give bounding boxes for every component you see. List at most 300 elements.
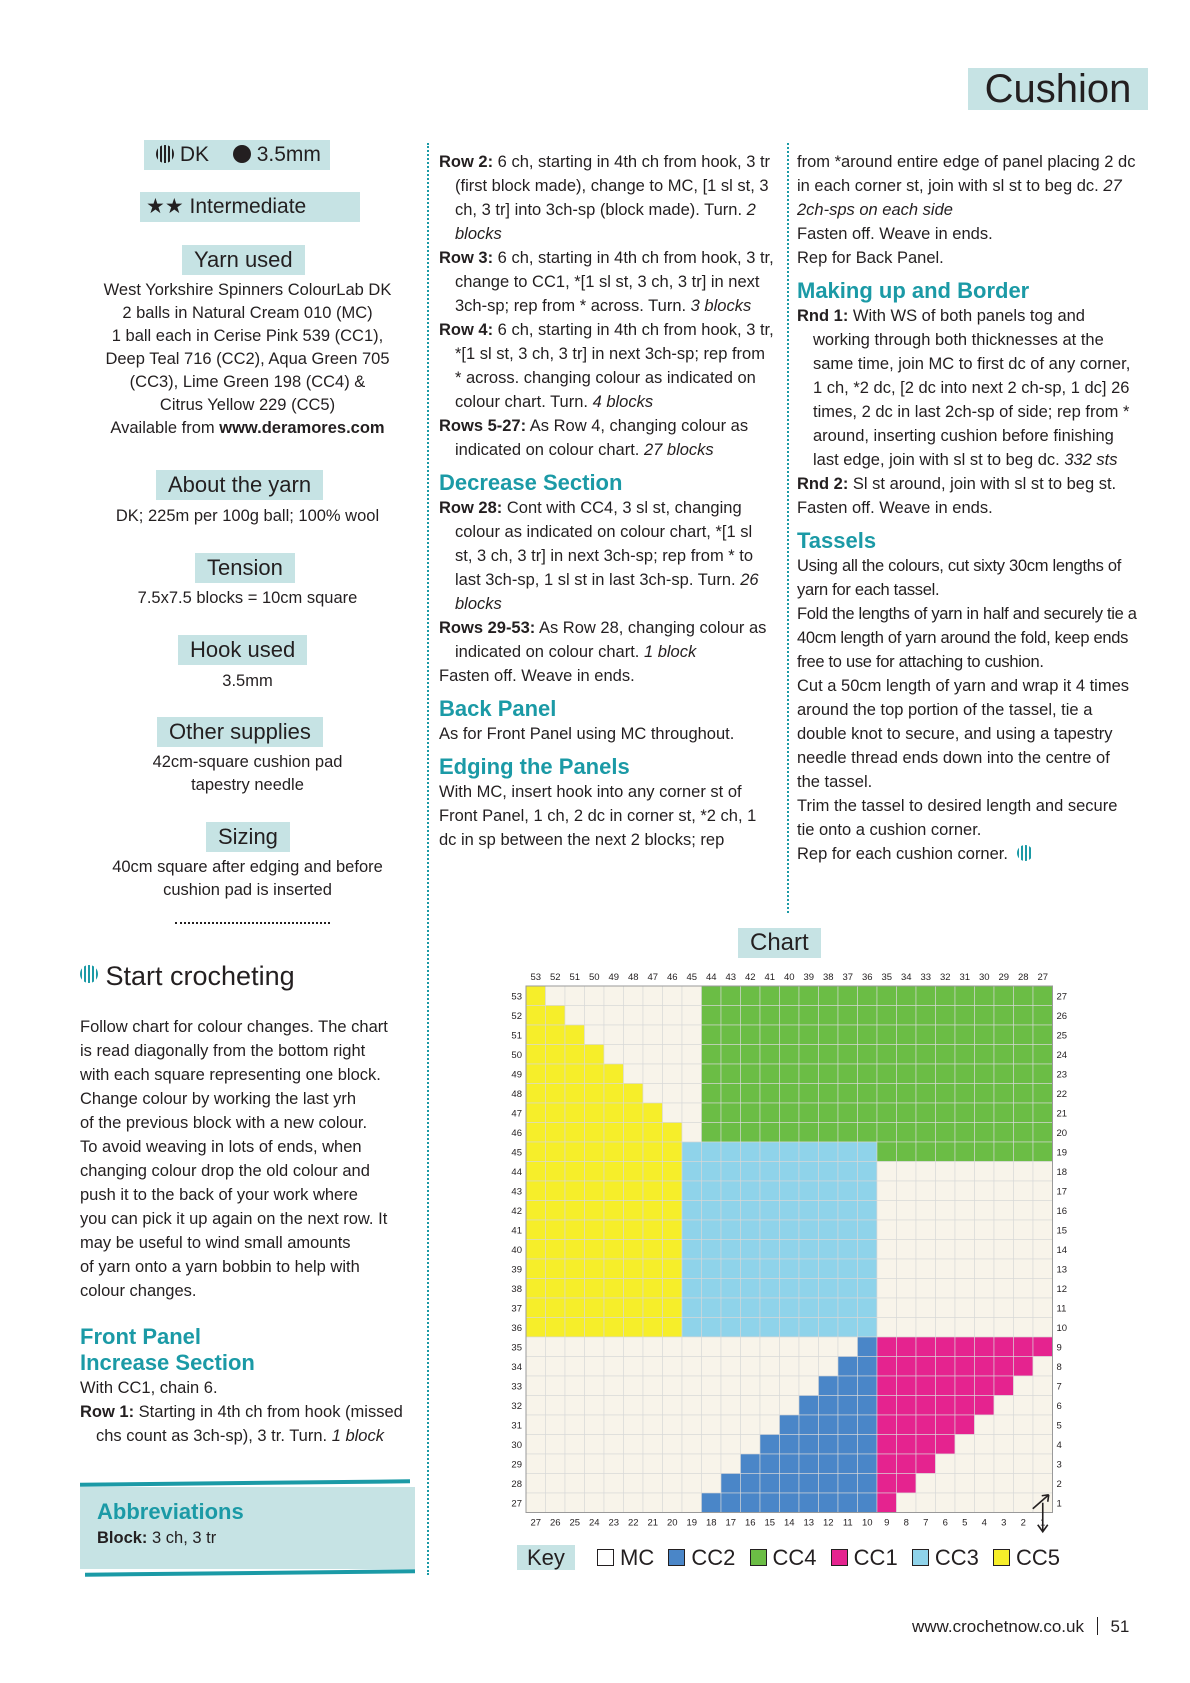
right-tick-label: 20: [1056, 1127, 1068, 1139]
chart-cell: [819, 1181, 839, 1201]
bottom-tick-label: 27: [530, 1517, 542, 1529]
chart-cell: [760, 1493, 780, 1513]
chart-cell: [955, 1181, 975, 1201]
chart-cell: [624, 1123, 644, 1143]
chart-cell: [955, 1435, 975, 1455]
chart-cell: [819, 1259, 839, 1279]
chart-cell: [565, 1357, 585, 1377]
chart-cell: [975, 1006, 995, 1026]
chart-cell: [780, 1474, 800, 1494]
chart-cell: [780, 1376, 800, 1396]
top-tick-label: 46: [666, 972, 678, 983]
chart-cell: [955, 1220, 975, 1240]
chart-cell: [1033, 1396, 1053, 1416]
sizing-line: cushion pad is inserted: [163, 881, 332, 899]
chart-cell: [604, 986, 624, 1006]
chart-cell: [643, 1240, 663, 1260]
chart-cell: [624, 1376, 644, 1396]
chart-cell: [526, 1337, 546, 1357]
chart-cell: [721, 1025, 741, 1045]
chart-cell: [916, 1045, 936, 1065]
chart-cell: [526, 1240, 546, 1260]
chart-cell: [624, 1474, 644, 1494]
chart-cell: [975, 1396, 995, 1416]
chart-cell: [955, 1376, 975, 1396]
chart-cell: [585, 1103, 605, 1123]
chart-cell: [858, 1259, 878, 1279]
chart-cell: [955, 1474, 975, 1494]
chart-cell: [838, 1337, 858, 1357]
chart-cell: [702, 1240, 722, 1260]
yarn-line: (CC3), Lime Green 198 (CC4) &: [129, 373, 366, 391]
chart-cell: [1033, 1162, 1053, 1182]
chart-cell: [565, 1103, 585, 1123]
left-tick-label: 31: [511, 1420, 522, 1432]
chart-cell: [799, 986, 819, 1006]
chart-cell: [936, 1474, 956, 1494]
chart-cell: [604, 1025, 624, 1045]
chart-cell: [663, 1318, 683, 1338]
top-tick-label: 47: [647, 972, 659, 983]
chart-cell: [955, 1162, 975, 1182]
chart-cell: [936, 1025, 956, 1045]
chart-cell: [799, 1474, 819, 1494]
chart-cell: [702, 1201, 722, 1221]
chart-cell: [741, 1376, 761, 1396]
chart-cell: [624, 1181, 644, 1201]
chart-cell: [546, 1103, 566, 1123]
chart-cell: [916, 1006, 936, 1026]
chart-cell: [897, 1142, 917, 1162]
chart-cell: [741, 1474, 761, 1494]
chart-cell: [546, 1045, 566, 1065]
chart-cell: [741, 1298, 761, 1318]
chart-cell: [955, 1298, 975, 1318]
chart-cell: [624, 1220, 644, 1240]
chart-cell: [546, 1279, 566, 1299]
chart-cell: [643, 1025, 663, 1045]
chart-cell: [585, 1240, 605, 1260]
chart-cell: [643, 1357, 663, 1377]
chart-cell: [721, 1240, 741, 1260]
intro-line: is read diagonally from the bottom right: [80, 1042, 366, 1060]
right-tick-label: 13: [1056, 1264, 1068, 1276]
chart-cell: [565, 1064, 585, 1084]
chart-cell: [1033, 1201, 1053, 1221]
chart-cell: [526, 1123, 546, 1143]
chart-cell: [916, 1240, 936, 1260]
chart-cell: [838, 1474, 858, 1494]
yarn-line: Citrus Yellow 229 (CC5): [159, 396, 336, 414]
chart-cell: [916, 1084, 936, 1104]
chart-cell: [604, 1435, 624, 1455]
chart-cell: [819, 1415, 839, 1435]
hook-size: 3.5mm: [256, 143, 321, 166]
chart-cell: [838, 1064, 858, 1084]
chart-cell: [546, 1240, 566, 1260]
chart-cell: [994, 1454, 1014, 1474]
intro-line: you can pick it up again on the next row. It: [80, 1210, 388, 1228]
chart-cell: [897, 1435, 917, 1455]
chart-cell: [858, 1240, 878, 1260]
chart-cell: [799, 1064, 819, 1084]
chart-cell: [819, 1162, 839, 1182]
chart-cell: [702, 1318, 722, 1338]
edging-continued: from *around entire edge of panel placing 2 dc in each corner st, join with sl st to beg dc. 27 2ch-sps on each side: [797, 153, 1136, 219]
chart-cell: [760, 1279, 780, 1299]
chart-cell: [936, 1240, 956, 1260]
chart-cell: [526, 986, 546, 1006]
chart-cell: [682, 1298, 702, 1318]
chart-cell: [682, 1201, 702, 1221]
chart-cell: [721, 1220, 741, 1240]
chart-cell: [877, 1298, 897, 1318]
chart-cell: [858, 1045, 878, 1065]
rows-5-27: Rows 5-27: As Row 4, changing colour as indicated on colour chart. 27 blocks: [439, 417, 749, 459]
chart-cell: [760, 1454, 780, 1474]
yarn-weight: DK: [179, 143, 210, 166]
chart-cell: [741, 1279, 761, 1299]
difficulty-level: Intermediate: [189, 195, 307, 218]
chart-cell: [994, 1084, 1014, 1104]
chart-cell: [546, 1357, 566, 1377]
chart-cell: [546, 1220, 566, 1240]
chart-cell: [741, 1337, 761, 1357]
chart-cell: [994, 1025, 1014, 1045]
chart-cell: [994, 1240, 1014, 1260]
left-tick-label: 32: [511, 1400, 522, 1412]
chart-cell: [994, 1220, 1014, 1240]
chart-cell: [955, 1259, 975, 1279]
chart-cell: [741, 1025, 761, 1045]
chart-cell: [663, 1025, 683, 1045]
chart-cell: [897, 1240, 917, 1260]
chart-cell: [663, 1006, 683, 1026]
chart-cell: [897, 1045, 917, 1065]
chart-cell: [663, 1064, 683, 1084]
chart-cell: [526, 1259, 546, 1279]
chart-cell: [526, 1064, 546, 1084]
chart-cell: [897, 1415, 917, 1435]
chart-cell: [936, 1357, 956, 1377]
start-intro: [80, 1015, 415, 1303]
chart-cell: [565, 986, 585, 1006]
bottom-tick-label: 23: [608, 1517, 620, 1529]
chart-cell: [994, 1181, 1014, 1201]
chart-cell: [565, 1162, 585, 1182]
chart-cell: [799, 1220, 819, 1240]
chart-cell: [975, 1259, 995, 1279]
chart-cell: [897, 1064, 917, 1084]
yarn-weight-badge: [144, 140, 330, 170]
edging-heading: Edging the Panels: [439, 754, 630, 779]
chart-cell: [916, 1220, 936, 1240]
chart-cell: [760, 1201, 780, 1221]
chart-cell: [916, 1337, 936, 1357]
chart-cell: [682, 1474, 702, 1494]
chart-cell: [994, 1006, 1014, 1026]
chart-cell: [721, 1337, 741, 1357]
chart-cell: [799, 1279, 819, 1299]
chart-cell: [585, 1181, 605, 1201]
chart-cell: [624, 1201, 644, 1221]
bottom-tick-label: 26: [549, 1517, 561, 1529]
chart-cell: [799, 1435, 819, 1455]
chart-cell: [780, 1162, 800, 1182]
chart-cell: [799, 1240, 819, 1260]
supplier-link[interactable]: www.deramores.com: [219, 419, 385, 437]
chart-cell: [1033, 1337, 1053, 1357]
key-item-cc3: CC3: [904, 1545, 979, 1570]
chart-cell: [897, 1298, 917, 1318]
chart-cell: [799, 1045, 819, 1065]
chart-cell: [819, 1123, 839, 1143]
yarn-line: 1 ball each in Cerise Pink 539 (CC1),: [111, 327, 384, 345]
chart-cell: [682, 1376, 702, 1396]
footer-url[interactable]: www.crochetnow.co.uk: [912, 1617, 1084, 1636]
chart-cell: [565, 1259, 585, 1279]
chart-cell: [682, 986, 702, 1006]
chart-cell: [565, 1493, 585, 1513]
chart-cell: [565, 1279, 585, 1299]
chart-cell: [877, 1220, 897, 1240]
chart-cell: [858, 986, 878, 1006]
abbreviations-heading: Abbreviations: [97, 1499, 244, 1524]
chart-cell: [663, 1435, 683, 1455]
top-tick-label: 53: [530, 972, 542, 983]
chart-cell: [643, 1396, 663, 1416]
chart-cell: [604, 1396, 624, 1416]
chart-cell: [546, 1318, 566, 1338]
chart-cell: [819, 1006, 839, 1026]
chart-cell: [546, 1162, 566, 1182]
chart-cell: [526, 1103, 546, 1123]
chart-cell: [780, 986, 800, 1006]
chart-cell: [838, 1162, 858, 1182]
chart-cell: [819, 1474, 839, 1494]
chart-cell: [955, 1084, 975, 1104]
chart-cell: [604, 1064, 624, 1084]
chart-cell: [741, 1415, 761, 1435]
chart-cell: [565, 1415, 585, 1435]
chart-cell: [994, 1318, 1014, 1338]
right-tick-label: 23: [1056, 1069, 1068, 1081]
chart-cell: [819, 1318, 839, 1338]
chart-cell: [819, 1084, 839, 1104]
chart-cell: [877, 1162, 897, 1182]
chart-cell: [604, 1220, 624, 1240]
left-tick-label: 53: [511, 991, 522, 1003]
chart-cell: [624, 1259, 644, 1279]
chart-cell: [643, 1337, 663, 1357]
chart-cell: [546, 1454, 566, 1474]
chart-cell: [721, 1435, 741, 1455]
chart-cell: [838, 1181, 858, 1201]
chart-cell: [760, 1376, 780, 1396]
chart-cell: [780, 1396, 800, 1416]
chart-cell: [721, 986, 741, 1006]
chart-cell: [526, 1474, 546, 1494]
key-heading: Key: [517, 1545, 575, 1570]
chart-cell: [897, 1006, 917, 1026]
chart-cell: [936, 1103, 956, 1123]
chart-cell: [721, 1181, 741, 1201]
chart-cell: [916, 1298, 936, 1318]
chart-cell: [565, 1396, 585, 1416]
chart-cell: [838, 1318, 858, 1338]
chart-cell: [916, 1357, 936, 1377]
right-tick-label: 1: [1056, 1498, 1062, 1510]
top-tick-label: 36: [861, 972, 873, 983]
chart-cell: [994, 1376, 1014, 1396]
chart-cell: [799, 1123, 819, 1143]
chart-cell: [546, 1474, 566, 1494]
chart-cell: [604, 1201, 624, 1221]
abbreviation-entry: Block: 3 ch, 3 tr: [97, 1529, 217, 1547]
chart-cell: [1033, 1376, 1053, 1396]
chart-cell: [760, 1006, 780, 1026]
bottom-tick-label: 10: [861, 1517, 873, 1529]
chart-cell: [955, 1064, 975, 1084]
chart-cell: [663, 1162, 683, 1182]
chart-cell: [975, 1415, 995, 1435]
chart-cell: [897, 1454, 917, 1474]
chart-cell: [838, 1084, 858, 1104]
back-panel-text: As for Front Panel using MC throughout.: [439, 725, 735, 743]
abbreviations-bottom-rule: [85, 1569, 415, 1576]
chart-cell: [624, 1279, 644, 1299]
chart-cell: [760, 986, 780, 1006]
chart-cell: [721, 1357, 741, 1377]
bottom-tick-label: 16: [744, 1517, 756, 1529]
chart-cell: [780, 1493, 800, 1513]
chart-cell: [994, 1435, 1014, 1455]
chart-cell: [877, 1415, 897, 1435]
decrease-heading: Decrease Section: [439, 470, 623, 495]
chart-cell: [858, 1103, 878, 1123]
bottom-tick-label: 15: [764, 1517, 776, 1529]
chart-cell: [799, 1103, 819, 1123]
left-tick-label: 29: [511, 1459, 522, 1471]
chart-cell: [975, 1220, 995, 1240]
chart-cell: [819, 1201, 839, 1221]
other-supplies-list: [80, 751, 415, 797]
chart-cell: [643, 1220, 663, 1240]
chart-cell: [702, 1357, 722, 1377]
chart-cell: [936, 1064, 956, 1084]
footer: [912, 1617, 1129, 1637]
chart-cell: [565, 1025, 585, 1045]
chart-cell: [799, 1025, 819, 1045]
chart-cell: [604, 1142, 624, 1162]
right-tick-label: 22: [1056, 1088, 1068, 1100]
chart-cell: [780, 1298, 800, 1318]
tassels-step: Rep for each cushion corner.: [797, 842, 1137, 866]
chart-cell: [1033, 1435, 1053, 1455]
chart-cell: [936, 1162, 956, 1182]
chart-cell: [858, 1181, 878, 1201]
chain-instruction: With CC1, chain 6.: [80, 1379, 218, 1397]
chart-cell: [682, 1415, 702, 1435]
chart-cell: [721, 1415, 741, 1435]
chart-cell: [858, 1357, 878, 1377]
chart-cell: [916, 1142, 936, 1162]
chart-cell: [585, 986, 605, 1006]
chart-cell: [975, 1376, 995, 1396]
chart-cell: [838, 1240, 858, 1260]
chart-cell: [955, 1357, 975, 1377]
chart-cell: [1014, 1103, 1034, 1123]
chart-cell: [975, 1025, 995, 1045]
chart-cell: [838, 1103, 858, 1123]
chart-cell: [955, 1493, 975, 1513]
chart-cell: [858, 1220, 878, 1240]
chart-cell: [780, 1201, 800, 1221]
round-2: Rnd 2: Sl st around, join with sl st to beg st. Fasten off. Weave in ends.: [797, 475, 1117, 517]
chart-cell: [643, 1103, 663, 1123]
chart-cell: [643, 1279, 663, 1299]
chart-cell: [838, 1454, 858, 1474]
left-tick-label: 30: [511, 1439, 522, 1451]
chart-cell: [585, 1415, 605, 1435]
chart-cell: [546, 1376, 566, 1396]
chart-cell: [585, 1318, 605, 1338]
top-tick-label: 50: [588, 972, 600, 983]
chart-cell: [780, 1318, 800, 1338]
chart-cell: [643, 1415, 663, 1435]
top-tick-label: 42: [744, 972, 756, 983]
bottom-tick-label: 25: [569, 1517, 581, 1529]
hook-icon: [233, 145, 251, 163]
chart-cell: [780, 1454, 800, 1474]
chart-cell: [780, 1045, 800, 1065]
chart-cell: [916, 1318, 936, 1338]
chart-cell: [546, 1396, 566, 1416]
chart-cell: [1033, 1474, 1053, 1494]
chart-cell: [780, 1025, 800, 1045]
tension-heading: Tension: [195, 553, 295, 583]
chart-cell: [897, 1357, 917, 1377]
chart-cell: [955, 1318, 975, 1338]
chart-cell: [838, 1006, 858, 1026]
chart-cell: [975, 1181, 995, 1201]
chart-cell: [643, 1318, 663, 1338]
chart-cell: [702, 1220, 722, 1240]
tassels-step: Fold the lengths of yarn in half and securely tie a 40cm length of yarn around the fold, keep ends free to use for attaching to cushion.: [797, 605, 1137, 671]
yarn-ball-icon: [156, 145, 174, 163]
chart-cell: [702, 1259, 722, 1279]
intro-line: of the previous block with a new colour.: [80, 1114, 368, 1132]
chart-cell: [858, 1084, 878, 1104]
chart-cell: [624, 1454, 644, 1474]
chart-cell: [955, 1201, 975, 1221]
chart-cell: [721, 1064, 741, 1084]
hook-used-text: 3.5mm: [222, 672, 273, 690]
chart-cell: [916, 1103, 936, 1123]
chart-cell: [877, 1318, 897, 1338]
chart-cell: [897, 986, 917, 1006]
chart-cell: [624, 1435, 644, 1455]
chart-cell: [838, 1396, 858, 1416]
chart-cell: [643, 1298, 663, 1318]
chart-cell: [838, 1376, 858, 1396]
chart-cell: [546, 1298, 566, 1318]
chart-cell: [819, 1064, 839, 1084]
chart-cell: [643, 1064, 663, 1084]
chart-cell: [741, 986, 761, 1006]
chart-cell: [741, 1201, 761, 1221]
chart-cell: [624, 1298, 644, 1318]
